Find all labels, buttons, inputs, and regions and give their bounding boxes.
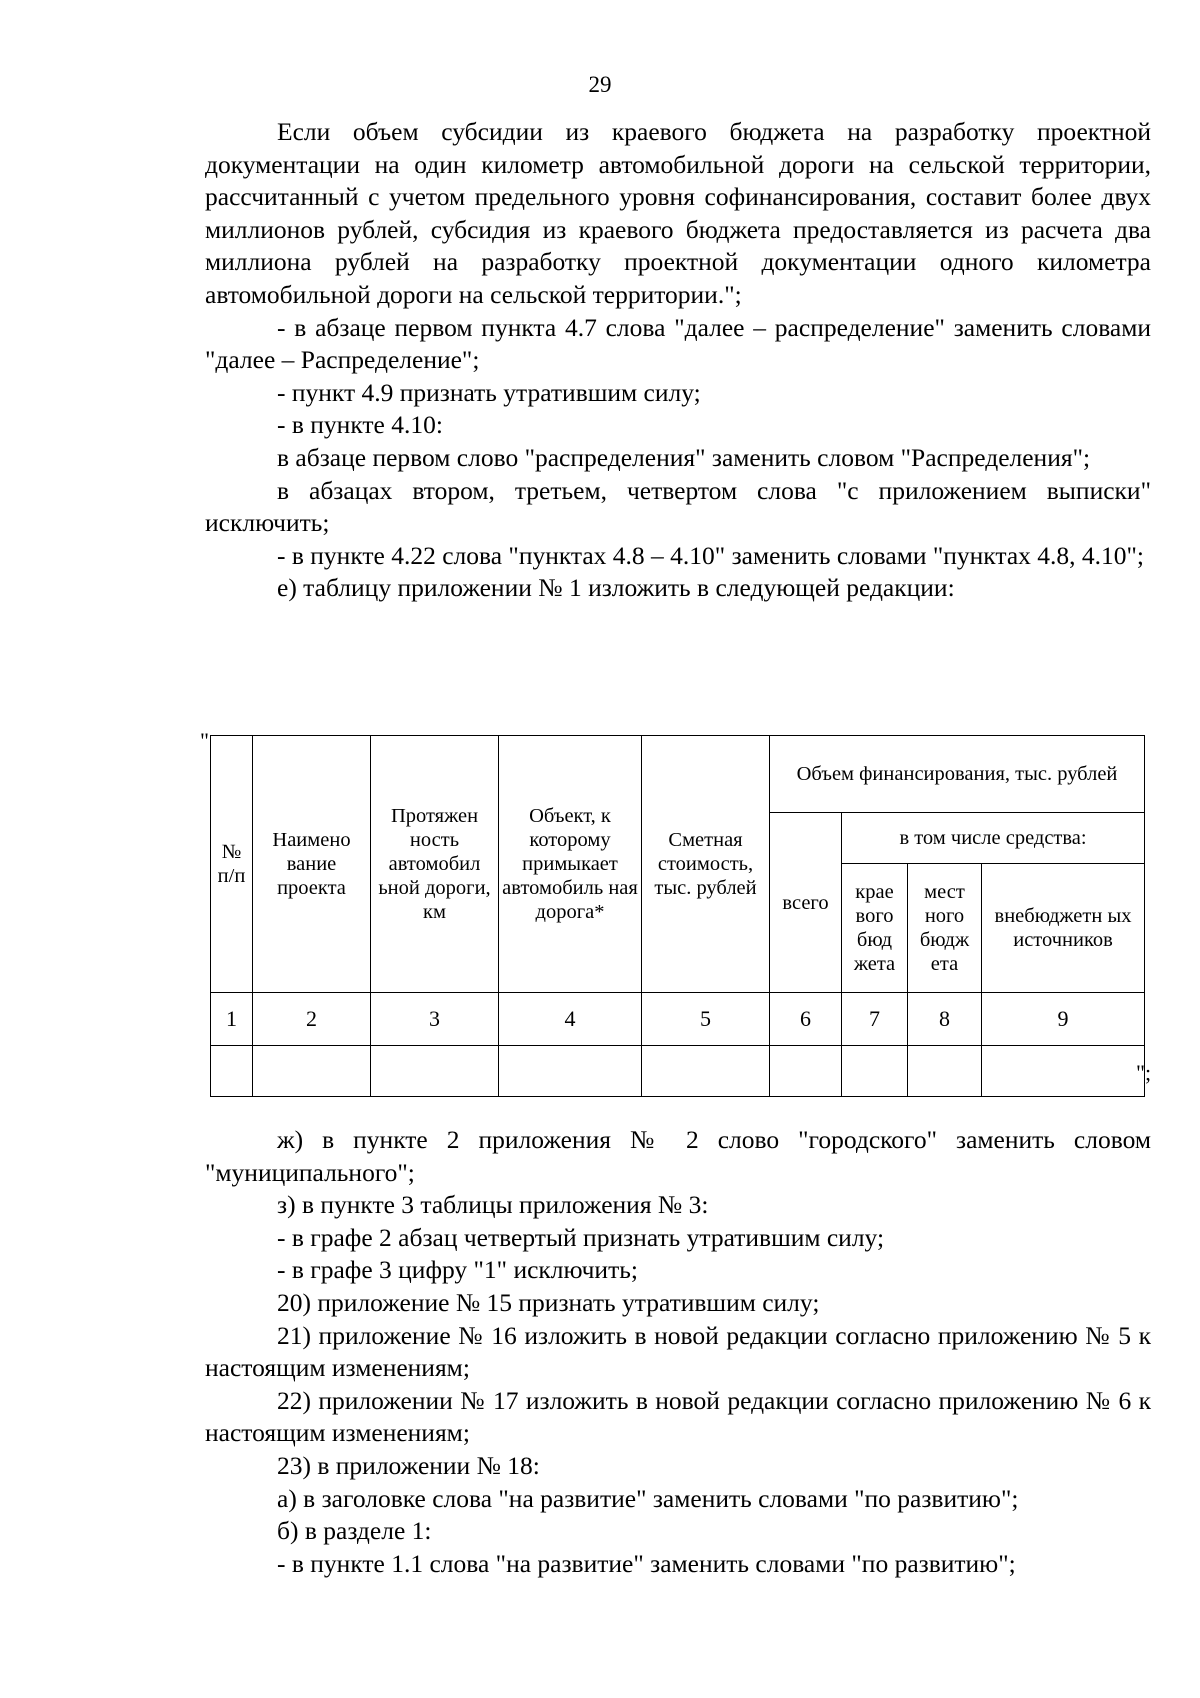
column-number: 5 bbox=[642, 993, 770, 1046]
paragraph: 20) приложение № 15 признать утратившим силу; bbox=[277, 1287, 820, 1317]
column-number: 8 bbox=[908, 993, 982, 1046]
paragraph: - в пункте 4.10: bbox=[277, 410, 443, 440]
header-name: Наимено вание проекта bbox=[253, 736, 371, 993]
column-number: 3 bbox=[371, 993, 499, 1046]
table-cell bbox=[908, 1046, 982, 1097]
table-cell bbox=[211, 1046, 253, 1097]
paragraph: Если объем субсидии из краевого бюджета на разработку проектной документации на один километр автомобильной дороги на сельской территории, рассчитанный с учетом предельного уровня софинансирования, составит более двух миллионов рублей, субсидия из краевого бюджета предоставляется из расчета два миллиона рублей на разработку проектной документации одного километра автомобильной дороги на сельской территории."; bbox=[205, 117, 1151, 309]
paragraph: - в пункте 1.1 слова "на развитие" заменить словами "по развитию"; bbox=[277, 1548, 1016, 1578]
header-length: Протяжен ность автомобил ьной дороги, км bbox=[371, 736, 499, 993]
table-cell bbox=[842, 1046, 908, 1097]
table-open-quote: " bbox=[200, 728, 209, 753]
paragraph: в абзаце первом слово "распределения" заменить словом "Распределения"; bbox=[277, 442, 1091, 472]
paragraph: б) в разделе 1: bbox=[277, 1516, 432, 1546]
column-number: 4 bbox=[499, 993, 642, 1046]
page-number: 29 bbox=[588, 72, 612, 97]
table-cell bbox=[371, 1046, 499, 1097]
column-number: 2 bbox=[253, 993, 371, 1046]
table-cell bbox=[253, 1046, 371, 1097]
table-cell bbox=[770, 1046, 842, 1097]
paragraph: 21) приложение № 16 изложить в новой редакции согласно приложению № 5 к настоящим изменениям; bbox=[205, 1320, 1151, 1383]
paragraph: - в пункте 4.22 слова "пунктах 4.8 – 4.10" заменить словами "пунктах 4.8, 4.10"; bbox=[277, 540, 1144, 570]
paragraph: ж) в пункте 2 приложения № 2 слово "городского" заменить словом "муниципального"; bbox=[205, 1125, 1151, 1187]
column-number: 7 bbox=[842, 993, 908, 1046]
paragraph: - в графе 2 абзац четвертый признать утратившим силу; bbox=[277, 1222, 885, 1252]
column-number: 1 bbox=[211, 993, 253, 1046]
paragraph: - в графе 3 цифру "1" исключить; bbox=[277, 1255, 638, 1285]
header-local: мест ного бюдж ета bbox=[908, 864, 982, 993]
header-including: в том числе средства: bbox=[842, 813, 1145, 864]
column-number: 9 bbox=[982, 993, 1145, 1046]
empty-table-row bbox=[211, 1046, 1145, 1097]
paragraph: в абзацах втором, третьем, четвертом слова "с приложением выписки" исключить; bbox=[205, 475, 1151, 538]
paragraph: е) таблицу приложении № 1 изложить в следующей редакции: bbox=[277, 573, 955, 603]
appendix-table-container bbox=[210, 735, 1144, 1097]
header-financing: Объем финансирования, тыс. рублей bbox=[770, 736, 1145, 813]
paragraph: 22) приложении № 17 изложить в новой редакции согласно приложению № 6 к настоящим изменениям; bbox=[205, 1385, 1151, 1448]
header-num: № п/п bbox=[211, 736, 253, 993]
header-object: Объект, к которому примыкает автомобиль ная дорога* bbox=[499, 736, 642, 993]
table-cell bbox=[499, 1046, 642, 1097]
column-number-row bbox=[211, 993, 1145, 1046]
paragraph: - пункт 4.9 признать утратившим силу; bbox=[277, 377, 701, 407]
header-cost: Сметная стоимость, тыс. рублей bbox=[642, 736, 770, 993]
paragraph: з) в пункте 3 таблицы приложения № 3: bbox=[277, 1190, 709, 1220]
paragraph: а) в заголовке слова "на развитие" заменить словами "по развитию"; bbox=[277, 1483, 1019, 1513]
header-extrabudget: внебюджетн ых источников bbox=[982, 864, 1145, 993]
header-regional: крае вого бюд жета bbox=[842, 864, 908, 993]
paragraph: 23) в приложении № 18: bbox=[277, 1450, 540, 1480]
table-close-quote: "; bbox=[1136, 1060, 1152, 1085]
body-text-top bbox=[205, 116, 1151, 605]
header-total: всего bbox=[770, 813, 842, 993]
table-cell bbox=[642, 1046, 770, 1097]
column-number: 6 bbox=[770, 993, 842, 1046]
paragraph: - в абзаце первом пункта 4.7 слова "далее – распределение" заменить словами "далее – Распределение"; bbox=[205, 312, 1151, 375]
appendix-table bbox=[210, 735, 1145, 1097]
table-cell bbox=[982, 1046, 1145, 1097]
body-text-bottom bbox=[205, 1124, 1151, 1580]
